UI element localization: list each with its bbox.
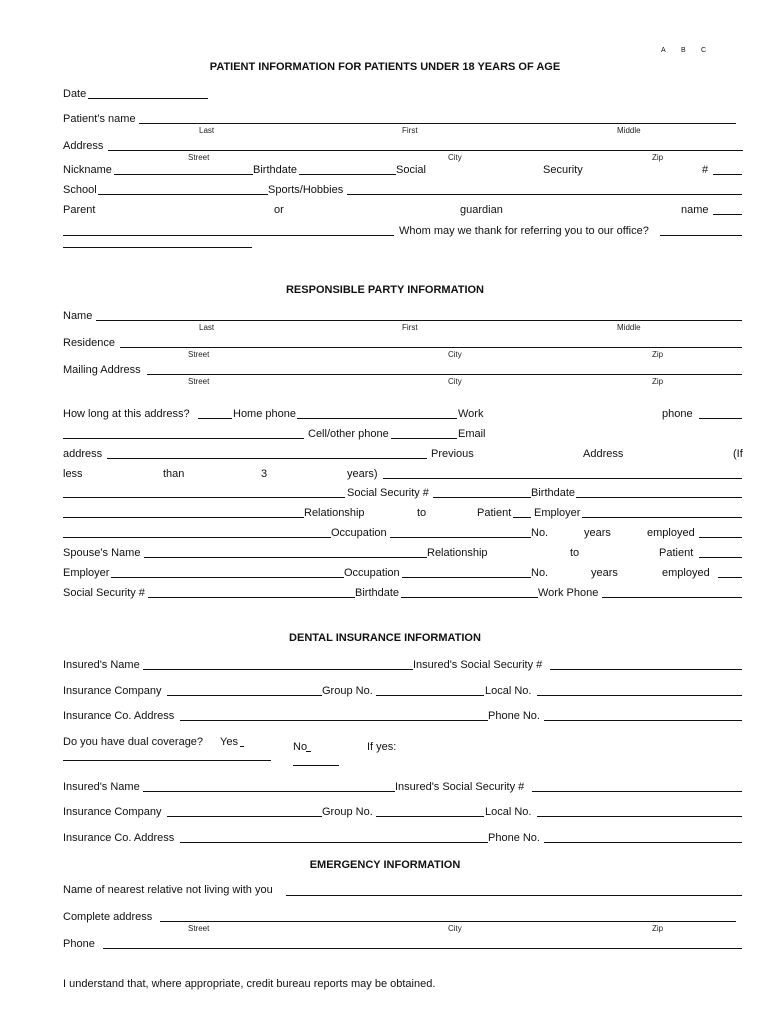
spouse-name-label: Spouse’s Name [63, 547, 141, 559]
rp-name-label: Name [63, 310, 93, 322]
emergency-street-caption: Street [188, 924, 210, 933]
rp-middle-caption: Middle [617, 323, 641, 332]
school-field[interactable] [98, 194, 268, 195]
than-label: than [163, 468, 185, 480]
rp-name-field[interactable] [96, 320, 742, 321]
guardian-name-label: name [681, 204, 709, 216]
spouse-occupation-label: Occupation [344, 567, 400, 579]
insured-name-label: Insured's Name [63, 659, 140, 671]
spouse-employed-label: employed [662, 567, 710, 579]
years-word: years [584, 527, 611, 539]
cell-phone-label: Cell/other phone [308, 428, 389, 440]
insurance-company-2-field[interactable] [167, 816, 322, 817]
employer-label: Employer [534, 507, 581, 519]
occupation-label: Occupation [331, 527, 387, 539]
dual-no-label: No [293, 741, 308, 753]
spouse-no-label: No. [531, 567, 549, 579]
insured-ssn-label: Insured's Social Security # [413, 659, 543, 671]
or-label: or [274, 204, 284, 216]
spouse-years-employed-field[interactable] [718, 577, 742, 578]
home-phone-field[interactable] [297, 418, 457, 419]
insured-name-2-label: Insured's Name [63, 781, 140, 793]
parent-label: Parent [63, 204, 96, 216]
school-label: School [63, 184, 97, 196]
employed-label: employed [647, 527, 695, 539]
insurance-company-label: Insurance Company [63, 685, 162, 697]
previous-label: Previous [431, 448, 474, 460]
sports-field[interactable] [347, 194, 742, 195]
less-label: less [63, 468, 83, 480]
group-no-2-field[interactable] [376, 816, 484, 817]
spouse-work-phone-field[interactable] [602, 597, 742, 598]
local-no-label: Local No. [485, 685, 532, 697]
patient-last-caption: Last [199, 126, 215, 135]
residence-label: Residence [63, 337, 115, 349]
spouse-employer-label: Employer [63, 567, 110, 579]
corner-letter-a: A [661, 47, 666, 54]
rp-birthdate-field-line-2[interactable] [63, 517, 304, 518]
corner-letter-c: C [701, 47, 707, 54]
birthdate-field[interactable] [299, 174, 396, 175]
how-long-label: How long at this address? [63, 408, 190, 420]
emergency-phone-label: Phone [63, 938, 95, 950]
insurance-address-2-label: Insurance Co. Address [63, 832, 175, 844]
mailing-address-field[interactable] [147, 374, 742, 375]
patient-first-caption: First [402, 126, 418, 135]
dual-yes-field[interactable] [63, 760, 271, 761]
emergency-section-title: EMERGENCY INFORMATION [309, 859, 461, 871]
guardian-name-field[interactable] [713, 214, 742, 215]
phone-no-2-field[interactable] [544, 842, 742, 843]
nearest-relative-field[interactable] [286, 895, 742, 896]
spouse-birthdate-field[interactable] [401, 597, 538, 598]
rp-birthdate-label: Birthdate [531, 487, 576, 499]
local-no-2-field[interactable] [537, 816, 742, 817]
dual-yes-label: Yes [220, 736, 238, 748]
referral-field[interactable] [660, 235, 742, 236]
sports-label: Sports/Hobbies [268, 184, 344, 196]
rp-birthdate-field[interactable] [576, 497, 742, 498]
guardian-name-line-2[interactable] [63, 235, 394, 236]
patient-name-label: Patient’s name [63, 113, 136, 125]
insured-name-2-field[interactable] [143, 791, 395, 792]
ssn-field[interactable] [713, 174, 742, 175]
email-label: Email [458, 428, 486, 440]
dual-no-field[interactable] [293, 765, 339, 766]
spouse-patient-label: Patient [659, 547, 694, 559]
employer-field-line-2[interactable] [63, 537, 331, 538]
rp-ssn-field[interactable] [433, 497, 531, 498]
group-no-label: Group No. [322, 685, 373, 697]
previous-address-field[interactable] [383, 478, 742, 479]
patient-middle-caption: Middle [617, 126, 641, 135]
work-phone-word: phone [662, 408, 693, 420]
address-zip-caption: Zip [652, 153, 664, 162]
insured-name-field[interactable] [143, 669, 413, 670]
insured-ssn-2-field[interactable] [532, 791, 742, 792]
mailing-address-label: Mailing Address [63, 364, 141, 376]
dual-coverage-label: Do you have dual coverage? [63, 736, 204, 748]
three-label: 3 [261, 468, 268, 480]
previous-address-field-line-2[interactable] [63, 497, 345, 498]
work-phone-field-line-2[interactable] [63, 438, 304, 439]
spouse-employer-field[interactable] [111, 577, 344, 578]
spouse-work-phone-label: Work Phone [538, 587, 599, 599]
spouse-name-field[interactable] [144, 557, 427, 558]
email-field[interactable] [107, 458, 427, 459]
rp-ssn-label: Social Security # [347, 487, 429, 499]
spouse-birthdate-label: Birthdate [355, 587, 400, 599]
dual-no-mark[interactable] [306, 751, 311, 752]
if-yes-label: If yes: [367, 741, 397, 753]
dual-yes-mark[interactable] [240, 746, 244, 747]
insurance-company-2-label: Insurance Company [63, 806, 162, 818]
patient-section-title: PATIENT INFORMATION FOR PATIENTS UNDER 18 YEARS OF AGE [209, 61, 561, 73]
rp-last-caption: Last [199, 323, 215, 332]
nearest-relative-label: Name of nearest relative not living with you [63, 884, 273, 896]
relationship-label: Relationship [304, 507, 365, 519]
security-label: Security [543, 164, 583, 176]
residence-city-caption: City [448, 350, 462, 359]
employer-field[interactable] [582, 517, 742, 518]
social-label: Social [396, 164, 426, 176]
residence-zip-caption: Zip [652, 350, 664, 359]
if-label: (If [733, 448, 743, 460]
ssn-hash-label: # [702, 164, 709, 176]
work-phone-field[interactable] [699, 418, 742, 419]
emergency-city-caption: City [448, 924, 462, 933]
date-field[interactable] [88, 98, 208, 99]
nickname-field[interactable] [114, 174, 253, 175]
to-label: to [417, 507, 427, 519]
years-employed-field[interactable] [699, 537, 742, 538]
spouse-occupation-field[interactable] [402, 577, 531, 578]
insurance-address-2-field[interactable] [180, 842, 488, 843]
credit-statement: I understand that, where appropriate, credit bureau reports may be obtained. [63, 978, 436, 990]
referral-field-line-2[interactable] [63, 247, 252, 248]
spouse-to-label: to [570, 547, 580, 559]
no-label: No. [531, 527, 549, 539]
corner-letter-b: B [681, 47, 686, 54]
previous-address-label: Address [583, 448, 624, 460]
mailing-zip-caption: Zip [652, 377, 664, 386]
how-long-field[interactable] [198, 418, 232, 419]
rp-first-caption: First [402, 323, 418, 332]
cell-phone-field[interactable] [391, 438, 457, 439]
nickname-label: Nickname [63, 164, 112, 176]
patient-name-field[interactable] [139, 123, 736, 124]
date-label: Date [63, 88, 87, 100]
spouse-relationship-label: Relationship [427, 547, 488, 559]
work-label: Work [458, 408, 484, 420]
mailing-street-caption: Street [188, 377, 210, 386]
group-no-field[interactable] [376, 695, 484, 696]
email-address-word: address [63, 448, 103, 460]
spouse-ssn-field[interactable] [148, 597, 355, 598]
insurance-address-label: Insurance Co. Address [63, 710, 175, 722]
address-street-caption: Street [188, 153, 210, 162]
patient-label: Patient [477, 507, 512, 519]
spouse-ssn-label: Social Security # [63, 587, 145, 599]
complete-address-field[interactable] [160, 921, 736, 922]
insurance-address-field[interactable] [180, 720, 488, 721]
spouse-relationship-field[interactable] [699, 557, 742, 558]
insurance-company-field[interactable] [167, 695, 322, 696]
emergency-zip-caption: Zip [652, 924, 664, 933]
mailing-city-caption: City [448, 377, 462, 386]
address-city-caption: City [448, 153, 462, 162]
residence-street-caption: Street [188, 350, 210, 359]
residence-field[interactable] [120, 347, 742, 348]
years-label: years) [347, 468, 378, 480]
local-no-2-label: Local No. [485, 806, 532, 818]
emergency-phone-field[interactable] [103, 948, 742, 949]
group-no-2-label: Group No. [322, 806, 373, 818]
guardian-label: guardian [460, 204, 503, 216]
dental-section-title: DENTAL INSURANCE INFORMATION [289, 632, 481, 644]
responsible-section-title: RESPONSIBLE PARTY INFORMATION [285, 284, 484, 296]
local-no-field[interactable] [537, 695, 742, 696]
referral-label: Whom may we thank for referring you to our office? [399, 225, 649, 237]
insured-ssn-2-label: Insured's Social Security # [395, 781, 525, 793]
address-field[interactable] [108, 150, 743, 151]
address-label: Address [63, 140, 104, 152]
phone-no-2-label: Phone No. [488, 832, 540, 844]
relationship-field[interactable] [513, 517, 531, 518]
complete-address-label: Complete address [63, 911, 153, 923]
occupation-field[interactable] [390, 537, 531, 538]
spouse-years-word: years [591, 567, 618, 579]
home-phone-label: Home phone [233, 408, 296, 420]
birthdate-label: Birthdate [253, 164, 298, 176]
phone-no-label: Phone No. [488, 710, 540, 722]
phone-no-field[interactable] [544, 720, 742, 721]
insured-ssn-field[interactable] [550, 669, 742, 670]
